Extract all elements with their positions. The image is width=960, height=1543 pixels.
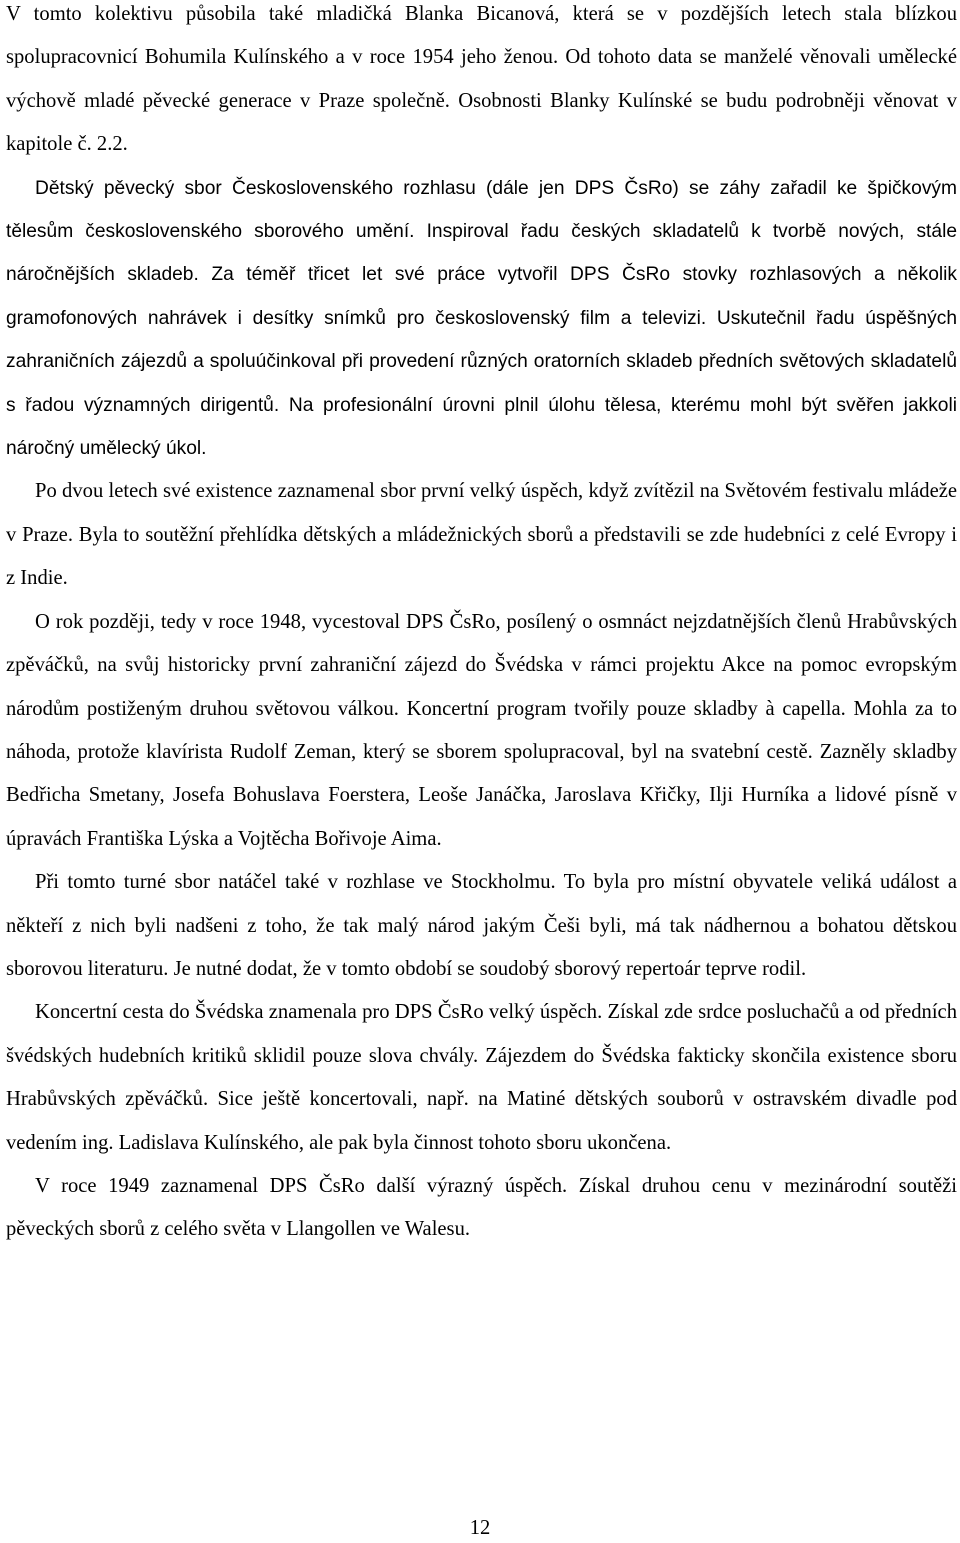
paragraph-5: Při tomto turné sbor natáčel také v rozhlase ve Stockholmu. To byla pro místní obyvatele veliká událost a někteří z nich byli nadšeni z toho, že tak malý národ jakým Češi byli, má tak nádhernou a bohatou dětskou sborovou literaturu. Je nutné dodat, že v tomto období se soudobý sborový repertoár teprve rodil. bbox=[6, 871, 957, 980]
paragraph-6: Koncertní cesta do Švédska znamenala pro DPS ČsRo velký úspěch. Získal zde srdce posluchačů a od předních švédských hudebních kritiků sklidil pouze slova chvály. Zájezdem do Švédska fakticky skončila existence sboru Hrabůvských zpěváčků. Sice ještě koncertovali, např. na Matiné dětských souborů v ostravském divadle pod vedením ing. Ladislava Kulínského, ale pak byla činnost tohoto sboru ukončena. bbox=[6, 1001, 957, 1154]
paragraph-2: Dětský pěvecký sbor Československého rozhlasu (dále jen DPS ČsRo) se záhy zařadil ke špičkovým tělesům československého sborového umění. Inspiroval řadu českých skladatelů k tvorbě nových, stále náročnějších skladeb. Za téměř třicet let své práce vytvořil DPS ČsRo stovky rozhlasových a několik gramofonových nahrávek i desítky snímků pro československý film a televizi. Uskutečnil řadu úspěšných zahraničních zájezdů a spoluúčinkoval při provedení různých oratorních skladeb předních světových skladatelů s řadou významných dirigentů. Na profesionální úrovni plnil úlohu tělesa, kterému mohl být svěřen jakkoli náročný umělecký úkol. bbox=[6, 177, 957, 460]
paragraph-1: V tomto kolektivu působila také mladičká Blanka Bicanová, která se v pozdějších letech stala blízkou spolupracovnicí Bohumila Kulínského a v roce 1954 jeho ženou. Od tohoto data se manželé věnovali umělecké výchově mladé pěvecké generace v Praze společně. Osobnosti Blanky Kulínské se budu podrobněji věnovat v kapitole č. 2.2. bbox=[6, 3, 957, 156]
paragraph-7: V roce 1949 zaznamenal DPS ČsRo další výrazný úspěch. Získal druhou cenu v mezinárodní soutěži pěveckých sborů z celého světa v Llangollen ve Walesu. bbox=[6, 1174, 957, 1241]
body-text bbox=[6, 0, 957, 1252]
paragraph-4: O rok později, tedy v roce 1948, vycestoval DPS ČsRo, posílený o osmnáct nejzdatnějších členů Hrabůvských zpěváčků, na svůj historicky první zahraniční zájezd do Švédska v rámci projektu Akce na pomoc evropským národům postiženým druhou světovou válkou. Koncertní program tvořily pouze skladby à capella. Mohla za to náhoda, protože klavírista Rudolf Zeman, který se sborem spolupracoval, byl na svatební cestě. Zazněly skladby Bedřicha Smetany, Josefa Bohuslava Foerstera, Leoše Janáčka, Jaroslava Křičky, Ilji Hurníka a lidové písně v úpravách Františka Lýska a Vojtěcha Bořivoje Aima. bbox=[6, 610, 957, 850]
paragraph-3: Po dvou letech své existence zaznamenal sbor první velký úspěch, když zvítězil na Světovém festivalu mládeže v Praze. Byla to soutěžní přehlídka dětských a mládežnických sborů a představili se zde hudebníci z celé Evropy i z Indie. bbox=[6, 480, 957, 590]
page-number: 12 bbox=[469, 1517, 491, 1539]
